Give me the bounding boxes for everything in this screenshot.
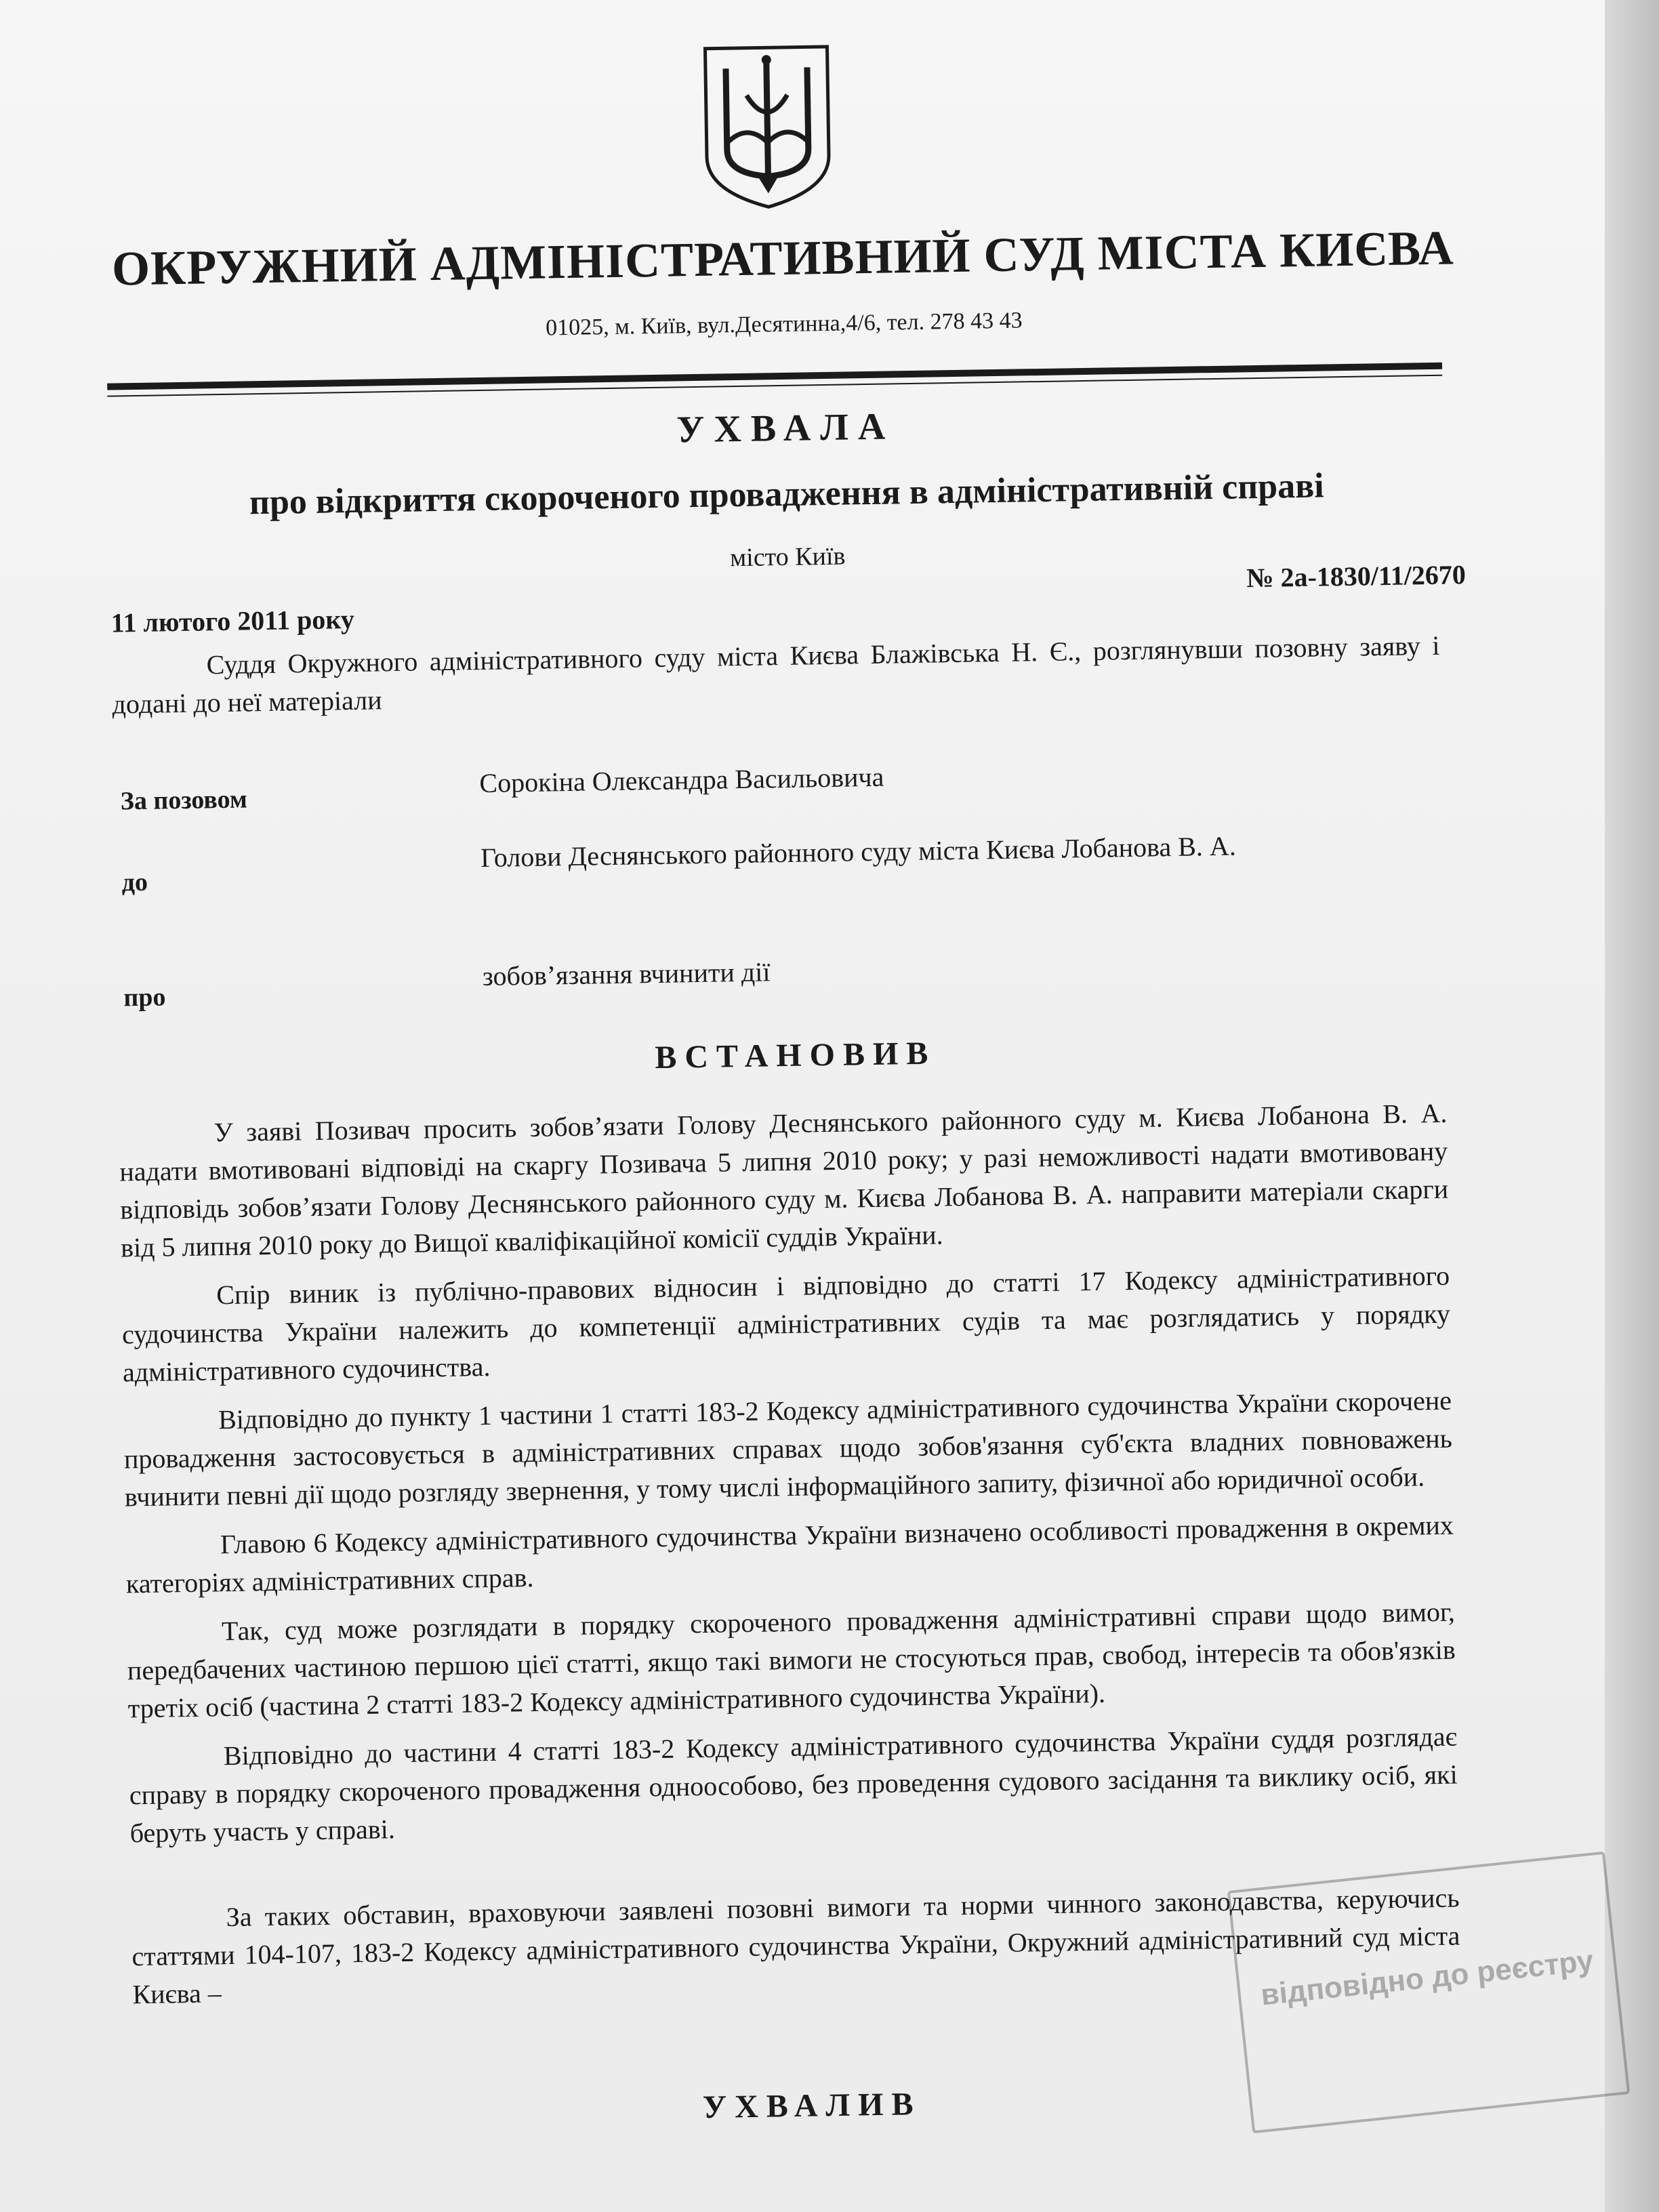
coat-of-arms-icon	[698, 40, 836, 211]
established-paragraph: Відповідно до пункту 1 частини 1 статті 183-2 Кодексу адміністративного судочинства України скорочене провадження застосовується в адміністративних справах щодо зобов'язання суб'єкта владних повноважень вчинити певні дії щодо розгляду звернення, у тому числі інформаційного запиту, фізичної або юридичної особи.	[123, 1385, 1453, 1513]
intro-paragraph: Суддя Окружного адміністративного суду міста Києва Блажівська Н. Є., розглянувши позовну заяву і додані до неї матеріали	[112, 630, 1440, 720]
established-paragraph: У заяві Позивач просить зобов’язати Голову Деснянського районного суду м. Києва Лобанона В. А. надати вмотивовані відповіді на скаргу Позивача 5 липня 2010 року; у разі неможливості надати вмотивовану відповідь зобов’язати Голову Деснянського районного суду м. Києва Лобанова В. А. направити матеріали скарги від 5 липня 2010 року до Вищої кваліфікаційної комісії суддів України.	[119, 1097, 1449, 1263]
document-city: місто Київ	[729, 541, 846, 573]
case-number: № 2а-1830/11/2670	[1246, 559, 1467, 594]
plaintiff-label: За позовом	[120, 785, 248, 816]
plaintiff-value: Сорокіна Олександра Васильовича	[479, 761, 884, 799]
registry-stamp: відповідно до реєстру	[1227, 1851, 1631, 2134]
document-date: 11 лютого 2011 року	[110, 603, 355, 638]
established-paragraph: Відповідно до частини 4 статті 183-2 Кодексу адміністративного судочинства України суддя розглядає справу в порядку скороченого провадження одноособово, без проведення судового засідання та виклику осіб, які беруть участь у справі.	[129, 1721, 1458, 1849]
section-title-established: ВСТАНОВИВ	[654, 1035, 937, 1076]
established-body	[119, 1094, 1461, 2025]
established-paragraph: За таких обставин, враховуючи заявлені позовні вимоги та норми чинного законодавства, керуючись статтями 104-107, 183-2 Кодексу адміністративного судочинства України, Окружний адміністративний суд міста Києва –	[131, 1882, 1460, 2010]
established-paragraph: Спір виник із публічно-правових відносин і відповідно до статті 17 Кодексу адміністративного судочинства України належить до компетенції адміністративних судів та має розглядатись у порядку адміністративного судочинства.	[121, 1260, 1451, 1388]
court-name: ОКРУЖНИЙ АДМІНІСТРАТИВНИЙ СУД МІСТА КИЄВА	[111, 220, 1455, 296]
document-subtitle: про відкриття скороченого провадження в адміністративній справі	[249, 466, 1325, 523]
page-edge-shadow	[1605, 0, 1659, 2212]
established-paragraph: Главою 6 Кодексу адміністративного судочинства України визначено особливості провадження в окремих категоріях адміністративних справ.	[125, 1509, 1454, 1599]
subject-value: зобов’язання вчинити дії	[482, 956, 771, 992]
subject-label: про	[123, 983, 166, 1012]
defendant-label: до	[121, 867, 148, 897]
section-title-decided: УХВАЛИВ	[702, 2086, 922, 2126]
defendant-value: Голови Деснянського районного суду міста Києва Лобанова В. А.	[480, 830, 1237, 874]
established-paragraph: Так, суд може розглядати в порядку скороченого провадження адміністративні справи щодо вимог, передбачених частиною першою цієї статті, якщо такі вимоги не стосуються прав, свобод, інтересів та обов'язків третіх осіб (частина 2 статті 183-2 Кодексу адміністративного судочинства України).	[127, 1596, 1456, 1724]
document-title: УХВАЛА	[676, 405, 895, 451]
court-address: 01025, м. Київ, вул.Десятинна,4/6, тел. 278 43 43	[545, 308, 1023, 341]
